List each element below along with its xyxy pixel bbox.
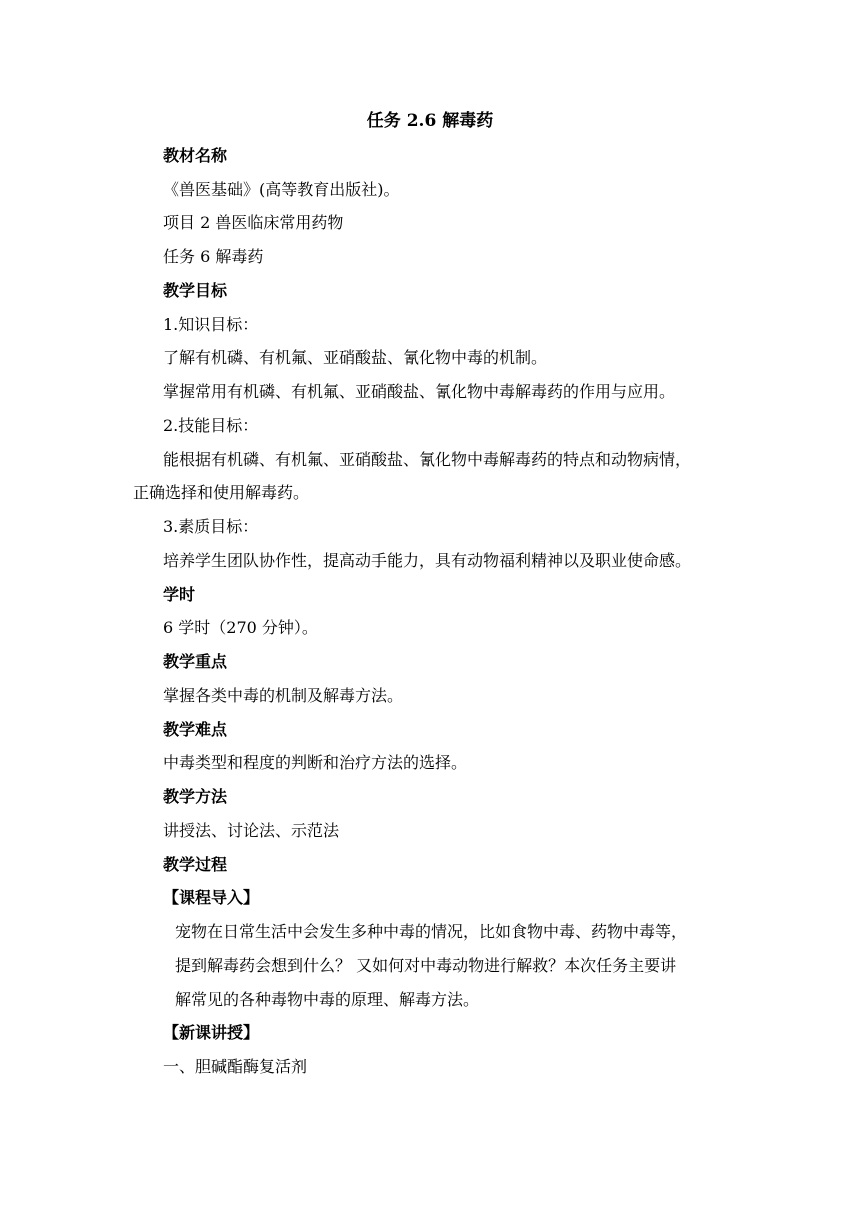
textbook-name: 《兽医基础》(高等教育出版社)。 (163, 180, 400, 199)
knowledge-objective-label: 1.知识目标： (163, 315, 259, 334)
intro-line: 解常见的各种毒物中毒的原理、解毒方法。 (175, 990, 480, 1009)
new-lesson-first-item: 一、胆碱酯酶复活剂 (163, 1057, 308, 1076)
difficulties-text: 中毒类型和程度的判断和治疗方法的选择。 (163, 753, 468, 772)
knowledge-objective-line: 掌握常用有机磷、有机氟、亚硝酸盐、氰化物中毒解毒药的作用与应用。 (163, 382, 676, 401)
intro-line: 宠物在日常生活中会发生多种中毒的情况，比如食物中毒、药物中毒等， (175, 922, 688, 941)
heading-hours: 学时 (163, 585, 196, 604)
heading-objectives: 教学目标 (163, 281, 228, 300)
document-title: 任务 2.6 解毒药 (366, 111, 494, 131)
knowledge-objective-line: 了解有机磷、有机氟、亚硝酸盐、氰化物中毒的机制。 (163, 348, 548, 367)
heading-difficulties: 教学难点 (163, 720, 228, 739)
textbook-project: 项目 2 兽医临床常用药物 (163, 213, 344, 232)
quality-objective-line: 培养学生团队协作性，提高动手能力，具有动物福利精神以及职业使命感。 (163, 551, 692, 570)
heading-textbook: 教材名称 (163, 146, 228, 165)
hours-value: 6 学时（270 分钟）。 (163, 618, 318, 637)
key-points-text: 掌握各类中毒的机制及解毒方法。 (163, 686, 404, 705)
skill-objective-line: 能根据有机磷、有机氟、亚硝酸盐、氰化物中毒解毒药的特点和动物病情， (163, 450, 692, 469)
textbook-task: 任务 6 解毒药 (163, 247, 264, 266)
skill-objective-line: 正确选择和使用解毒药。 (133, 483, 310, 502)
heading-methods: 教学方法 (163, 787, 228, 806)
skill-objective-label: 2.技能目标： (163, 416, 259, 435)
heading-process: 教学过程 (163, 855, 228, 874)
heading-key-points: 教学重点 (163, 652, 228, 671)
quality-objective-label: 3.素质目标： (163, 517, 259, 536)
new-lesson-heading: 【新课讲授】 (163, 1023, 260, 1042)
intro-line: 提到解毒药会想到什么？ 又如何对中毒动物进行解救？本次任务主要讲 (175, 956, 677, 975)
methods-text: 讲授法、讨论法、示范法 (163, 821, 340, 840)
intro-heading: 【课程导入】 (163, 888, 260, 907)
